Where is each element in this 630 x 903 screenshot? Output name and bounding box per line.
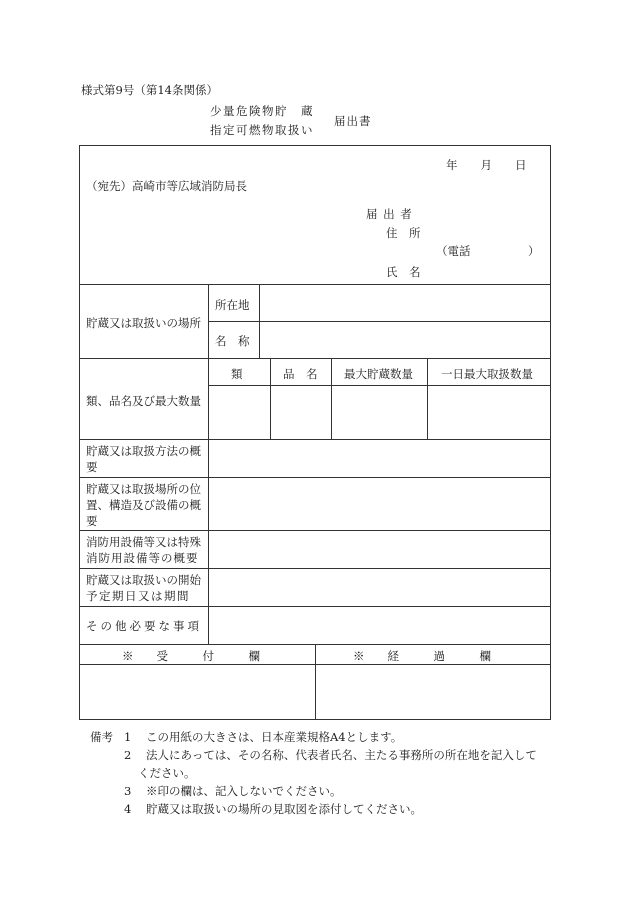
- addressee: （宛先）高崎市等広域消防局長: [86, 179, 247, 193]
- notes: [90, 728, 537, 818]
- note-2: 2 法人にあっては、その名称、代表者氏名、主たる事務所の所在地を記入して: [124, 748, 537, 762]
- name-label: 氏 名: [386, 265, 421, 279]
- input-daily-max[interactable]: [428, 386, 550, 439]
- row-label-method: 貯蔵又は取扱方法の概 要: [86, 444, 201, 474]
- input-method[interactable]: [209, 440, 550, 477]
- progress-header: ※ 経 過 欄: [353, 649, 491, 663]
- input-class[interactable]: [209, 386, 270, 439]
- title-line-1: 少量危険物貯 蔵: [210, 104, 314, 118]
- location-label: 貯蔵又は取扱いの場所: [86, 316, 201, 330]
- location-address-label: 所在地: [215, 298, 250, 312]
- location-name-input[interactable]: [260, 322, 550, 358]
- title-line-2: 指定可燃物取扱い: [210, 123, 314, 137]
- phone-field[interactable]: （電話 ）: [436, 244, 540, 258]
- input-position[interactable]: [209, 478, 550, 530]
- note-2-cont: ください。: [138, 766, 196, 780]
- date-field[interactable]: 年 月 日: [446, 158, 527, 172]
- input-period[interactable]: [209, 569, 550, 606]
- col-daily-max: 一日最大取扱数量: [441, 367, 533, 381]
- note-4: 4 貯蔵又は取扱いの場所の見取図を添付してください。: [124, 802, 422, 816]
- title-suffix: 届出書: [334, 114, 372, 128]
- row-label-position: 貯蔵又は取扱場所の位 置、構造及び設備の概 要: [86, 482, 201, 528]
- col-product-name: 品 名: [283, 367, 318, 381]
- divider-location-end: [79, 358, 551, 359]
- notifier-label: 届 出 者: [366, 207, 413, 221]
- location-address-input[interactable]: [260, 285, 550, 321]
- divider-reception: [315, 644, 316, 720]
- note-3: 3 ※印の欄は、記入しないでください。: [124, 784, 342, 798]
- input-product-name[interactable]: [271, 386, 331, 439]
- input-other[interactable]: [209, 607, 550, 644]
- location-name-label: 名 称: [215, 334, 250, 348]
- col-max-storage: 最大貯蔵数量: [344, 367, 413, 381]
- row-label-period: 貯蔵又は取扱いの開始 予定期日又は期間: [86, 573, 201, 603]
- address-label: 住 所: [386, 226, 421, 240]
- col-class: 類: [231, 367, 243, 381]
- quantity-label: 類、品名及び最大数量: [86, 394, 201, 408]
- input-max-storage[interactable]: [332, 386, 427, 439]
- input-equipment[interactable]: [209, 531, 550, 568]
- row-label-equipment: 消防用設備等又は特殊 消防用設備等の概要: [86, 535, 201, 565]
- reception-header: ※ 受 付 欄: [122, 649, 260, 663]
- form-number: 様式第9号（第14条関係）: [81, 83, 218, 97]
- note-1: 備考 1 この用紙の大きさは、日本産業規格A4とします。: [90, 730, 403, 744]
- row-label-other: その他必要な事項: [86, 619, 202, 633]
